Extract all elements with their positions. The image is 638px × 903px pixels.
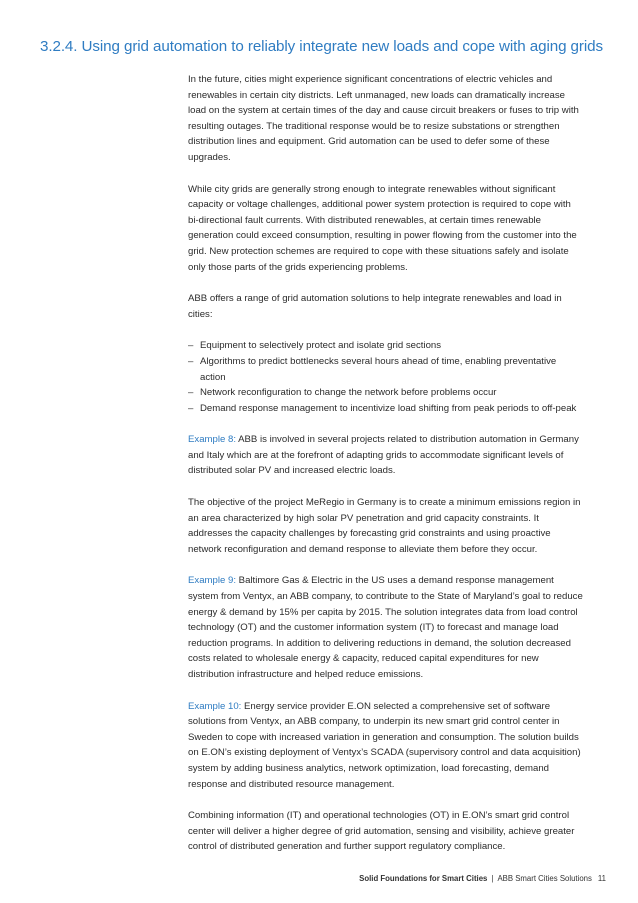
example-10 bbox=[188, 699, 583, 793]
paragraph-meregio: The objective of the project MeRegio in Germany is to create a minimum emissions region in an area characterized by high solar PV penetration and grid capacity constraints. It addresses the capacity challenges by forecasting grid constraints and using proactive network reconfiguration and demand response to alleviate them before they occur. bbox=[188, 497, 581, 555]
paragraph-conclusion: Combining information (IT) and operational technologies (OT) in E.ON’s smart grid control center will deliver a higher degree of grid automation, sensing and visibility, achieve greater control of distributed generation and further support regulatory compliance. bbox=[188, 810, 575, 853]
example-9-text: Baltimore Gas & Electric in the US uses a demand response management system from Ventyx, an ABB company, to contribute to the State of Maryland’s goal to reduce energy & demand by 15% per capita by 2015. The solution integrates data from load control technology (OT) and the customer information system (IT) to forecast and manage load reduction programs. In addition to delivering reductions in demand, the solution decreased costs related to wholesale energy & capacity, reduced capital expenditures for new distribution infrastructure and helped reduce emissions. bbox=[188, 575, 583, 680]
footer-title: Solid Foundations for Smart Cities bbox=[359, 874, 488, 883]
example-8-label: Example 8: bbox=[188, 434, 236, 446]
section-heading: 3.2.4. Using grid automation to reliably integrate new loads and cope with aging grids bbox=[40, 38, 603, 55]
paragraph-renewables: While city grids are generally strong enough to integrate renewables without significant capacity or voltage challenges, additional power system protection is required to cope with bi-directional fault currents. With distributed renewables, at certain times renewable generation could exceed consumption, resulting in power flowing from the customer into the grid. New protection schemes are required to cope with these situations safely and isolate only those parts of the grids experiencing problems. bbox=[188, 183, 577, 273]
solutions-list bbox=[188, 338, 583, 416]
page-number: 11 bbox=[597, 874, 606, 883]
body-text bbox=[188, 72, 583, 871]
solutions-intro: ABB offers a range of grid automation solutions to help integrate renewables and load in cities: bbox=[188, 293, 562, 320]
list-item: – Network reconfiguration to change the network before problems occur bbox=[188, 385, 583, 401]
example-10-label: Example 10: bbox=[188, 700, 242, 712]
list-item: – Algorithms to predict bottlenecks several hours ahead of time, enabling preventative action bbox=[188, 354, 583, 385]
example-10-text: Energy service provider E.ON selected a comprehensive set of software solutions from Ventyx, an ABB company, to underpin its new smart grid control center in Sweden to cope with increased variation in generation and consumption. The solution builds on E.ON’s existing deployment of Ventyx’s SCADA (supervisory control and data acquisition) system by adding business analytics, network optimization, load forecasting, demand response and distributed resource management. bbox=[188, 700, 581, 790]
footer-separator: | bbox=[491, 874, 494, 883]
list-item: – Equipment to selectively protect and isolate grid sections bbox=[188, 338, 583, 354]
example-8-text: ABB is involved in several projects related to distribution automation in Germany and Italy which are at the forefront of adapting grids to accommodate significant levels of distributed solar PV and increased electric loads. bbox=[188, 434, 579, 477]
footer-publisher: ABB Smart Cities Solutions bbox=[497, 874, 592, 883]
example-9 bbox=[188, 573, 583, 682]
list-item: – Demand response management to incentivize load shifting from peak periods to off-peak bbox=[188, 401, 583, 417]
example-9-label: Example 9: bbox=[188, 575, 236, 587]
page-footer bbox=[359, 874, 606, 883]
example-8 bbox=[188, 432, 583, 479]
paragraph-new-loads: In the future, cities might experience significant concentrations of electric vehicles and renewables in certain city districts. Left unmanaged, new loads can dramatically increase load on the system at certain times of the day and cause circuit breakers or fuses to trip with resulting outages. The traditional response would be to resize substations or strengthen distribution lines and equipment. Grid automation can be used to defer some of these upgrades. bbox=[188, 74, 579, 163]
paragraph-solutions bbox=[188, 291, 583, 322]
